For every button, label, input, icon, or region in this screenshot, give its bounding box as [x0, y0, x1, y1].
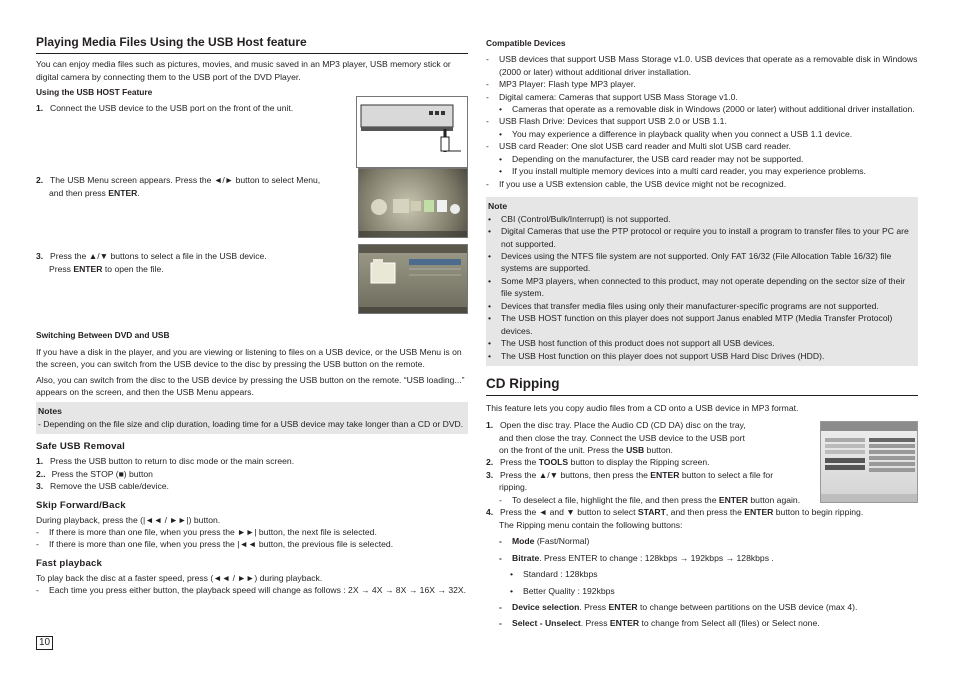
bullet-marker: • [488, 213, 492, 224]
safe-step-3 [36, 480, 468, 492]
safe-removal-heading: Safe USB Removal [36, 441, 126, 453]
enter-label: ENTER [108, 187, 138, 198]
option-name: Device selection [512, 601, 580, 612]
usb-file-screenshot [358, 244, 468, 314]
option-text: . Press ENTER to change : 128kbps → 192kbps → 128kbps . [539, 552, 774, 563]
step-number: 2. [486, 457, 494, 468]
list-text: Standard : 128kbps [523, 569, 598, 580]
dash-marker: - [486, 91, 489, 102]
ripping-menu-intro: The Ripping menu contain the following buttons: [499, 519, 683, 530]
dash-marker: - [499, 494, 502, 505]
notes-box [36, 402, 468, 434]
compat-sub-item [486, 103, 918, 115]
step-text: button again. [748, 494, 801, 505]
step-text: Remove the USB cable/device. [50, 481, 169, 492]
list-text: USB Flash Drive: Devices that support USB 2.0 or USB 1.1. [499, 116, 727, 127]
intro-paragraph: You can enjoy media files such as pictures, movies, and music saved in an MP3 player, USB memory stick or digital camera by connecting them to the USB port of the DVD Player. [36, 59, 451, 82]
compat-item [486, 78, 918, 90]
usb-menu-screenshot [358, 168, 468, 238]
ripping-menu-icons [821, 422, 918, 503]
note-box [486, 197, 918, 366]
ripping-screenshot [820, 421, 918, 503]
compat-item [486, 178, 918, 190]
compat-sub-item [486, 128, 918, 140]
step-3 [36, 250, 346, 262]
step-text: Press the ▲/▼ buttons to select a file in the USB device. [50, 251, 267, 262]
fast-item-1 [36, 584, 468, 596]
step-text: To deselect a file, highlight the file, and then press the [512, 494, 719, 505]
step-number: 1. [36, 103, 44, 114]
dash-marker: - [36, 539, 39, 550]
list-text: Better Quality : 192kbps [523, 585, 615, 596]
dash-marker: - [499, 601, 502, 612]
step-text: button to display the Ripping screen. [568, 457, 710, 468]
step-text: on the front of the unit. Press the [499, 444, 627, 455]
bullet-marker: • [488, 313, 492, 324]
bullet-marker: • [499, 128, 503, 139]
note-item [488, 300, 916, 312]
note-item [488, 225, 916, 250]
bullet-marker: • [488, 275, 492, 286]
notes-heading: Notes [38, 406, 62, 417]
switching-paragraph-1: If you have a disk in the player, and you are viewing or listening to files on a USB device, or the USB Menu is on the screen, you can switch from the USB device to the disc by pressing the USB button on the remote. [36, 346, 462, 370]
bullet-marker: • [488, 338, 492, 349]
step-text: Press the [500, 457, 539, 468]
step-text: Press the USB button to return to disc mode or the main screen. [50, 456, 295, 467]
enter-label: ENTER [73, 263, 103, 274]
usb-menu-icons [359, 169, 468, 238]
step-3-cont [36, 263, 346, 275]
note-item [488, 312, 916, 337]
switching-paragraph-2: Also, you can switch from the disc to the USB device by pressing the USB button on the remote. “USB loading...” appears on the screen, and then the USB Menu appears. [36, 374, 465, 398]
start-label: START [637, 507, 666, 518]
section-title-usb-host: Playing Media Files Using the USB Host feature [36, 34, 468, 54]
using-usb-heading: Using the USB HOST Feature [36, 87, 153, 98]
option-text: to change from Select all (files) or Select none. [639, 618, 820, 629]
dash-marker: - [486, 54, 489, 65]
rip-option-device [486, 601, 918, 613]
note-item [488, 213, 916, 225]
option-text: . Press [580, 618, 610, 629]
enter-label: ENTER [608, 601, 638, 612]
rip-step-1-cont [486, 444, 804, 456]
list-text: If you use a USB extension cable, the USB device might not be recognized. [499, 178, 787, 189]
notes-text: - Depending on the file size and clip duration, loading time for a USB device may take longer than a CD or DVD. [38, 418, 464, 429]
enter-label: ENTER [744, 507, 774, 518]
step-text: Press [49, 263, 74, 274]
note-item [488, 350, 916, 362]
option-name: Bitrate [512, 552, 540, 563]
rip-step-3-cont: ripping. [499, 482, 528, 493]
step-text: Connect the USB device to the USB port on the front of the unit. [50, 103, 294, 114]
step-number: 1. [36, 456, 44, 467]
dash-marker: - [486, 116, 489, 127]
left-column [36, 34, 468, 597]
step-text: , and then press the [665, 507, 745, 518]
option-name: Select - Unselect [512, 618, 581, 629]
rip-option-select [486, 617, 918, 629]
switching-heading: Switching Between DVD and USB [36, 330, 170, 341]
compatible-devices-heading: Compatible Devices [486, 38, 566, 48]
safe-step-1 [36, 455, 468, 467]
step-1 [36, 102, 346, 114]
note-heading: Note [488, 201, 508, 212]
step-text: button to select a file for [679, 469, 774, 480]
enter-label: ENTER [650, 469, 680, 480]
enter-label: ENTER [609, 618, 640, 629]
compat-item [486, 140, 918, 152]
fast-intro: To play back the disc at a faster speed, press (◄◄ / ►►) during playback. [36, 572, 323, 583]
step-text: Press the STOP (■) button [51, 468, 153, 479]
bullet-marker: • [488, 226, 492, 237]
list-text: The USB Host function on this player does not support USB Hard Disc Drives (HDD). [501, 350, 825, 361]
step-2-block [36, 174, 468, 250]
option-name: Mode [512, 536, 535, 547]
dash-marker: - [36, 585, 39, 596]
dash-marker: - [499, 618, 502, 629]
step-number: 3. [36, 251, 44, 262]
list-text: You may experience a difference in playback quality when you connect a USB 1.1 device. [512, 128, 853, 139]
cd-ripping-intro: This feature lets you copy audio files from a CD onto a USB device in MP3 format. [486, 402, 799, 413]
list-text: USB card Reader: One slot USB card reader and Multi slot USB card reader. [499, 141, 791, 152]
ripping-steps [486, 419, 918, 630]
rip-step-2 [486, 456, 804, 468]
step-text: button. [644, 444, 673, 455]
step-2-cont [36, 187, 346, 199]
step-text: . [137, 187, 140, 198]
player-front-illustration [356, 96, 468, 168]
rip-step-3 [486, 469, 804, 481]
rip-option-mode [486, 535, 918, 547]
step-number: 3. [486, 469, 494, 480]
right-column [486, 34, 918, 630]
step-text: and then press [49, 187, 109, 198]
step-text: button to begin ripping. [773, 507, 864, 518]
list-text: Devices using the NTFS file system are not supported. Only FAT 16/32 (File Allocation Table 16/32) file systems are supported. [501, 250, 892, 274]
bullet-marker: • [510, 585, 514, 596]
option-text: . Press [579, 601, 609, 612]
dash-marker: - [486, 79, 489, 90]
list-text: Some MP3 players, when connected to this product, may not operate depending on the sector size of their file system. [501, 275, 906, 299]
list-text: If you install multiple memory devices into a multi card reader, you may experience problems. [512, 166, 866, 177]
enter-label: ENTER [718, 494, 748, 505]
usb-label: USB [626, 444, 645, 455]
bullet-marker: • [510, 569, 514, 580]
step-text: The USB Menu screen appears. Press the ◄/► button to select Menu, [50, 175, 321, 186]
dash-marker: - [486, 178, 489, 189]
list-text: Digital Cameras that use the PTP protocol or require you to install a program to transfer files to your PC are not supported. [501, 226, 909, 249]
compat-sub-item [486, 153, 918, 165]
step-3-block [36, 250, 468, 326]
compat-item [486, 53, 918, 78]
bullet-marker: • [488, 300, 492, 311]
skip-item-2 [36, 538, 468, 550]
dvd-player-icon [357, 97, 468, 168]
bullet-marker: • [488, 350, 492, 361]
skip-item-1 [36, 526, 468, 538]
list-text: Each time you press either button, the playback speed will change as follows : 2X → 4X → 8X → 16X → 32X. [49, 585, 467, 596]
list-text: Cameras that operate as a removable disk in Windows (2000 or later) without additional driver installation. [512, 104, 915, 114]
dash-marker: - [36, 527, 39, 538]
list-text: If there is more than one file, when you press the |◄◄ button, the previous file is selected. [49, 539, 394, 550]
step-text: Press the ◄ and ▼ button to select [500, 507, 638, 518]
compat-item [486, 91, 918, 103]
file-browser-icons [359, 245, 468, 314]
list-text: Depending on the manufacturer, the USB card reader may not be supported. [512, 153, 804, 164]
list-text: The USB host function of this product does not support all USB devices. [501, 338, 775, 349]
fast-heading: Fast playback [36, 557, 103, 569]
note-item [488, 250, 916, 275]
step-text: Press the ▲/▼ buttons, then press the [500, 469, 651, 480]
dash-marker: - [486, 141, 489, 152]
tools-label: TOOLS [538, 457, 569, 468]
step-1-block [36, 102, 468, 174]
list-text: Digital camera: Cameras that support USB Mass Storage v1.0. [499, 91, 738, 102]
list-text: CBI (Control/Bulk/Interrupt) is not supported. [501, 213, 671, 224]
step-number: 4. [486, 507, 494, 518]
safe-step-2 [36, 468, 468, 480]
list-text: If there is more than one file, when you press the ►►| button, the next file is selected. [49, 527, 377, 538]
dash-marker: - [499, 536, 502, 547]
compat-item [486, 115, 918, 127]
compat-sub-item [486, 165, 918, 177]
rip-step-1-cont: and then close the tray. Connect the USB device to the USB port [499, 432, 745, 443]
bullet-marker: • [499, 104, 503, 114]
step-number: 2. [36, 175, 44, 186]
rip-option-bitrate [486, 552, 918, 564]
list-text: USB devices that support USB Mass Storage v1.0. USB devices that operate as a removable disk in Windows (2000 or later) without additional driver installation. [499, 54, 918, 77]
step-text: to open the file. [102, 263, 164, 274]
option-text: to change between partitions on the USB device (max 4). [637, 601, 858, 612]
step-text: Open the disc tray. Place the Audio CD (CD DA) disc on the tray, [500, 420, 746, 431]
rip-step-4 [486, 506, 918, 518]
bitrate-better [486, 585, 918, 597]
list-text: The USB HOST function on this player does not support Janus enabled MTP (Media Transfer Protocol) devices. [501, 313, 893, 336]
page-number: 10 [36, 636, 53, 650]
step-number: 2.. [36, 468, 46, 479]
note-item [488, 275, 916, 300]
step-2 [36, 174, 346, 186]
bullet-marker: • [488, 250, 492, 261]
option-text: (Fast/Normal) [534, 536, 590, 547]
step-number: 1. [486, 420, 494, 431]
dash-marker: - [499, 552, 502, 563]
bullet-marker: • [499, 166, 503, 177]
list-text: MP3 Player: Flash type MP3 player. [499, 79, 636, 90]
cd-ripping-heading: CD Ripping [486, 374, 918, 396]
skip-intro: During playback, press the (|◄◄ / ►►|) button. [36, 514, 221, 525]
step-number: 3. [36, 481, 44, 492]
list-text: Devices that transfer media files using only their manufacturer-specific programs are not supported. [501, 300, 879, 311]
skip-heading: Skip Forward/Back [36, 499, 126, 511]
note-item [488, 337, 916, 349]
bitrate-standard [486, 568, 918, 580]
bullet-marker: • [499, 153, 503, 164]
rip-step-1 [486, 419, 804, 431]
